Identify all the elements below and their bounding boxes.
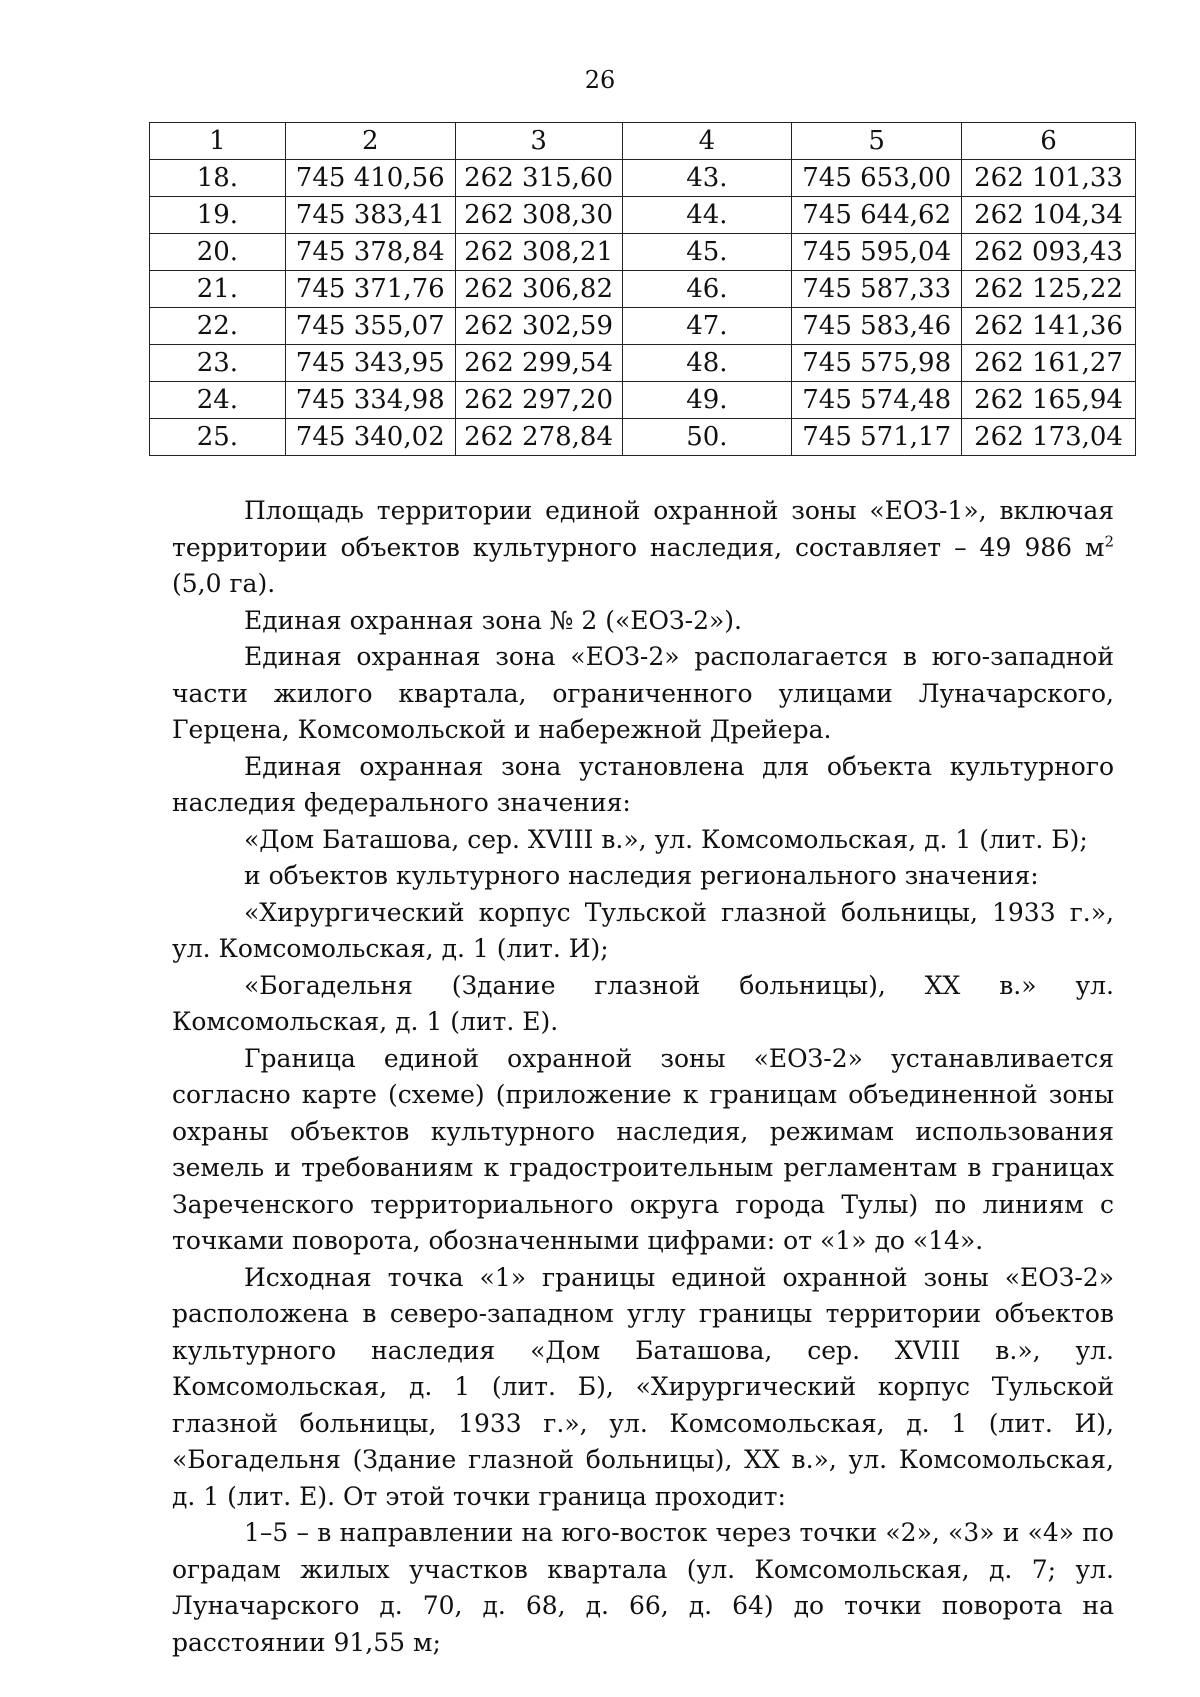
paragraph-boundary-map: Граница единой охранной зоны «ЕОЗ-2» устанавливается согласно карте (схеме) (приложение к границам объединенной зоны охраны объектов культурного наследия, режимам использования земель и требованиям к градостроительным регламентам в границах Зареченского территориального округа города Тулы) по линиям с точками поворота, обозначенными цифрами: от «1» до «14». [172,1043,1114,1255]
paragraph-start-point: Исходная точка «1» границы единой охранной зоны «ЕОЗ-2» расположена в северо-западном углу границы территории объектов культурного наследия «Дом Баташова, сер. XVIII в.», ул. Комсомольская, д. 1 (лит. Б), «Хирургический корпус Тульской глазной больницы, 1933 г.», ул. Комсомольская, д. 1 (лит. И), «Богадельня (Здание глазной больницы), XX в.», ул. Комсомольская, д. 1 (лит. Е). От этой точки граница проходит: [172,1262,1114,1511]
table-cell: 23. [150,345,286,382]
paragraph-regional-heritage: и объектов культурного наследия регионального значения: [244,861,1039,890]
table-cell: 745 575,98 [792,345,962,382]
paragraph-surgical-building: «Хирургический корпус Тульской глазной больницы, 1933 г.», ул. Комсомольская, д. 1 (лит. И); [172,897,1114,963]
table-cell: 262 299,54 [455,345,622,382]
table-cell: 745 595,04 [792,234,962,271]
table-cell: 745 371,76 [285,271,455,308]
paragraph-federal-heritage: Единая охранная зона установлена для объекта культурного наследия федерального значения: [172,751,1114,817]
area-text: Площадь территории единой охранной зоны «ЕОЗ-1», включая территории объектов культурного наследия, составляет – 49 986 м [172,496,1114,562]
paragraph-segment-1-5: 1–5 – в направлении на юго-восток через точки «2», «3» и «4» по оградам жилых участков квартала (ул. Комсомольская, д. 7; ул. Луначарского д. 70, д. 68, д. 66, д. 64) до точки поворота на расстоянии 91,55 м; [172,1518,1114,1657]
table-cell: 46. [622,271,792,308]
header-cell: 6 [962,123,1136,160]
table-cell: 25. [150,419,286,456]
table-cell: 43. [622,160,792,197]
table-cell: 262 161,27 [962,345,1136,382]
table-cell: 745 355,07 [285,308,455,345]
table-cell: 745 343,95 [285,345,455,382]
table-cell: 745 583,46 [792,308,962,345]
table-cell: 262 173,04 [962,419,1136,456]
table-row [150,234,1136,271]
table-cell: 745 574,48 [792,382,962,419]
table-cell: 262 315,60 [455,160,622,197]
body-text [172,493,1114,1661]
table-cell: 24. [150,382,286,419]
header-cell: 3 [455,123,622,160]
table-cell: 262 141,36 [962,308,1136,345]
table-cell: 745 334,98 [285,382,455,419]
table-cell: 50. [622,419,792,456]
table-cell: 19. [150,197,286,234]
table-cell: 49. [622,382,792,419]
table-row [150,271,1136,308]
table-cell: 262 165,94 [962,382,1136,419]
header-cell: 4 [622,123,792,160]
header-cell: 5 [792,123,962,160]
table-cell: 745 644,62 [792,197,962,234]
table-cell: 745 653,00 [792,160,962,197]
paragraph-batashov-house: «Дом Баташова, сер. XVIII в.», ул. Комсомольская, д. 1 (лит. Б); [244,824,1088,854]
table-cell: 745 378,84 [285,234,455,271]
table-cell: 21. [150,271,286,308]
table-cell: 45. [622,234,792,271]
table-cell: 262 302,59 [455,308,622,345]
table-header-row [150,123,1136,160]
table-cell: 262 306,82 [455,271,622,308]
paragraph-area-eoz1 [172,493,1114,603]
table-cell: 22. [150,308,286,345]
table-cell: 262 308,30 [455,197,622,234]
table-row [150,345,1136,382]
table-cell: 44. [622,197,792,234]
paragraph-almshouse: «Богадельня (Здание глазной больницы), XX в.» ул. Комсомольская, д. 1 (лит. Е). [172,970,1114,1036]
table-cell: 262 101,33 [962,160,1136,197]
table-cell: 745 383,41 [285,197,455,234]
header-cell: 2 [285,123,455,160]
table-cell: 262 297,20 [455,382,622,419]
coordinates-table [149,122,1136,456]
table-cell: 262 308,21 [455,234,622,271]
table-row [150,160,1136,197]
table-cell: 48. [622,345,792,382]
table-row [150,419,1136,456]
table-cell: 745 410,56 [285,160,455,197]
table-cell: 745 571,17 [792,419,962,456]
area-unit-superscript: 2 [1104,532,1114,551]
header-cell: 1 [150,123,286,160]
table-row [150,197,1136,234]
table-cell: 262 093,43 [962,234,1136,271]
table-cell: 20. [150,234,286,271]
table-cell: 745 587,33 [792,271,962,308]
paragraph-eoz2-title: Единая охранная зона № 2 («ЕОЗ-2»). [244,605,742,635]
table-cell: 745 340,02 [285,419,455,456]
table-row [150,308,1136,345]
table-cell: 47. [622,308,792,345]
table-cell: 262 104,34 [962,197,1136,234]
table-cell: 262 278,84 [455,419,622,456]
table-cell: 18. [150,160,286,197]
table-row [150,382,1136,419]
table-cell: 262 125,22 [962,271,1136,308]
paragraph-eoz2-location: Единая охранная зона «ЕОЗ-2» располагается в юго-западной части жилого квартала, ограниченного улицами Луначарского, Герцена, Комсомольской и набережной Дрейера. [172,642,1114,744]
page-number: 26 [584,66,616,94]
area-text-end: (5,0 га). [172,569,276,598]
